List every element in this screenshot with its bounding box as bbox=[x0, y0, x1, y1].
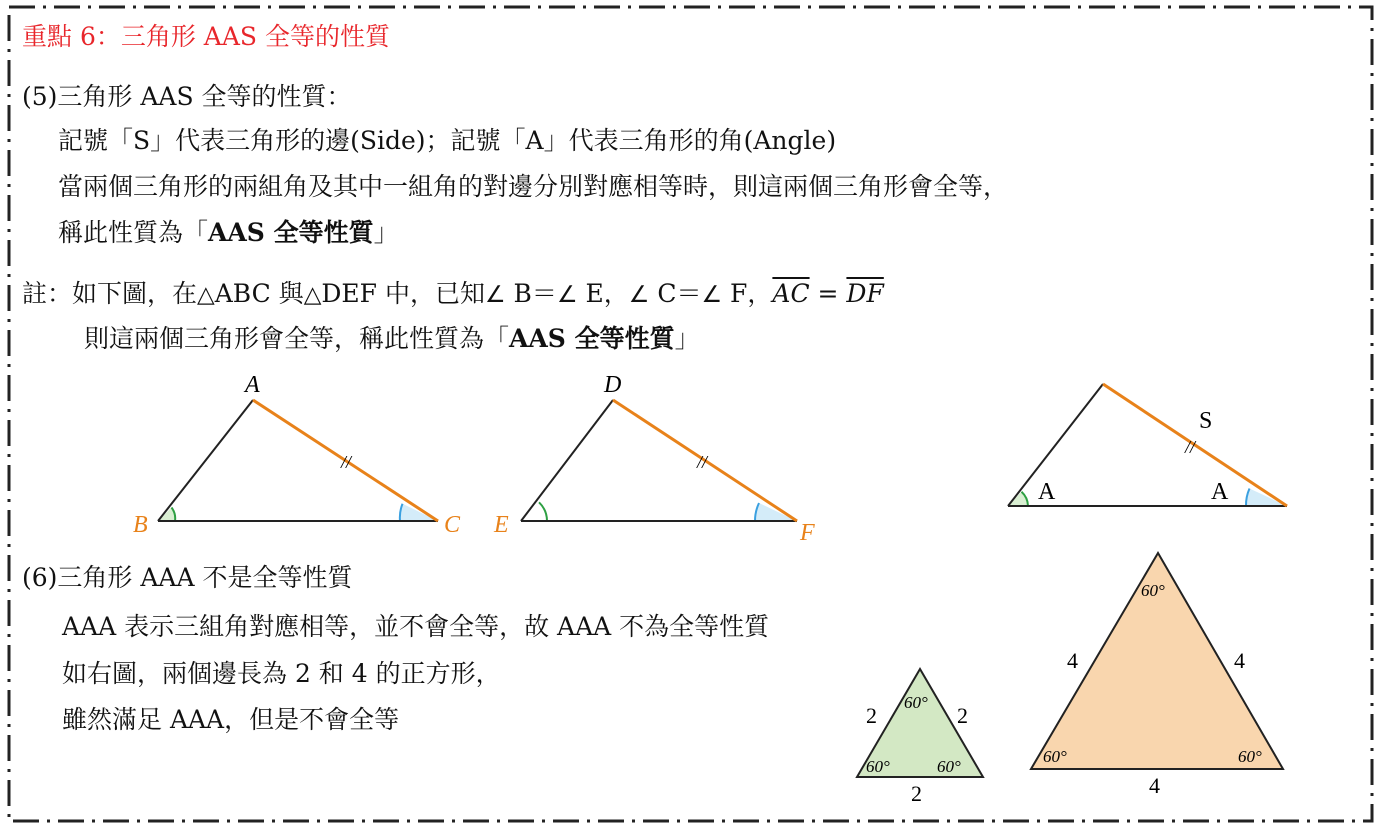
side-s-label: S bbox=[1199, 408, 1213, 434]
aas-property-name: AAS 全等性質 bbox=[208, 218, 374, 247]
section-title: 重點 6：三角形 AAS 全等的性質 bbox=[22, 22, 390, 51]
large-angle-right: 60° bbox=[1238, 747, 1262, 766]
triangle-symbol: △ bbox=[197, 282, 215, 308]
small-side-right-label: 2 bbox=[957, 703, 968, 728]
vertex-c-label: C bbox=[444, 512, 461, 538]
angle-symbol: ∠ bbox=[701, 282, 723, 308]
note-e-sep: E， bbox=[577, 279, 629, 308]
angle-symbol: ∠ bbox=[628, 282, 650, 308]
angle-symbol: ∠ bbox=[484, 282, 506, 308]
large-angle-left: 60° bbox=[1043, 747, 1067, 766]
angle-a-right-label: A bbox=[1211, 479, 1229, 505]
aaa-line-1: AAA 表示三組角對應相等，並不會全等，故 AAA 不為全等性質 bbox=[62, 612, 770, 641]
vertex-f-label: F bbox=[800, 520, 815, 546]
aaa-heading: (6)三角形 AAA 不是全等性質 bbox=[22, 563, 353, 592]
aas-line-3-suffix: 」 bbox=[373, 218, 399, 247]
vertex-e-label: E bbox=[494, 512, 509, 538]
note-def: DEF 中，已知 bbox=[321, 279, 485, 308]
aaa-line-2: 如右圖，兩個邊長為 2 和 4 的正方形， bbox=[62, 659, 501, 688]
tick-mark: // bbox=[1185, 437, 1196, 457]
large-equilateral-triangle bbox=[1031, 553, 1283, 798]
small-side-left-label: 2 bbox=[866, 703, 877, 728]
triangle-symbol: △ bbox=[303, 282, 322, 308]
small-side-bottom-label: 2 bbox=[911, 781, 922, 806]
angle-symbol: ∠ bbox=[556, 282, 578, 308]
segment-df: $\overline{DF}$ bbox=[846, 279, 884, 308]
note-f-sep: F， bbox=[722, 279, 773, 308]
vertex-b-label: B bbox=[133, 512, 148, 538]
aaa-line-3: 雖然滿足 AAA，但是不會全等 bbox=[62, 705, 400, 734]
tick-mark: // bbox=[697, 452, 708, 472]
aas-line-3-prefix: 稱此性質為「 bbox=[58, 218, 209, 247]
aas-line-2: 當兩個三角形的兩組角及其中一組角的對邊分別對應相等時，則這兩個三角形會全等， bbox=[58, 172, 1009, 201]
vertex-a-label: A bbox=[245, 372, 260, 398]
aas-heading: (5)三角形 AAS 全等的性質： bbox=[22, 82, 352, 111]
note-line-2-suffix: 」 bbox=[674, 324, 700, 353]
note-c-eq: C＝ bbox=[649, 279, 702, 308]
large-side-left-label: 4 bbox=[1067, 648, 1078, 673]
small-angle-top: 60° bbox=[904, 693, 928, 712]
large-side-bottom-label: 4 bbox=[1149, 773, 1160, 798]
note-prefix: 註：如下圖，在 bbox=[22, 279, 198, 308]
segment-ac: $\overline{AC}$ bbox=[772, 279, 810, 308]
note-equals: = bbox=[809, 279, 847, 308]
aas-line-1: 記號「S」代表三角形的邊(Side)；記號「A」代表三角形的角(Angle) bbox=[58, 126, 837, 155]
note-line-2-prefix: 則這兩個三角形會全等，稱此性質為「 bbox=[84, 324, 510, 353]
large-side-right-label: 4 bbox=[1234, 648, 1245, 673]
large-angle-top: 60° bbox=[1141, 581, 1165, 600]
note-b-eq: B＝ bbox=[505, 279, 557, 308]
note-abc: ABC 與 bbox=[214, 279, 304, 308]
vertex-d-label: D bbox=[604, 372, 622, 398]
angle-a-left-label: A bbox=[1038, 479, 1056, 505]
note-property-name: AAS 全等性質 bbox=[509, 324, 675, 353]
tick-mark: // bbox=[341, 452, 352, 472]
small-angle-right: 60° bbox=[937, 757, 961, 776]
small-angle-left: 60° bbox=[866, 757, 890, 776]
small-equilateral-triangle bbox=[857, 669, 983, 806]
